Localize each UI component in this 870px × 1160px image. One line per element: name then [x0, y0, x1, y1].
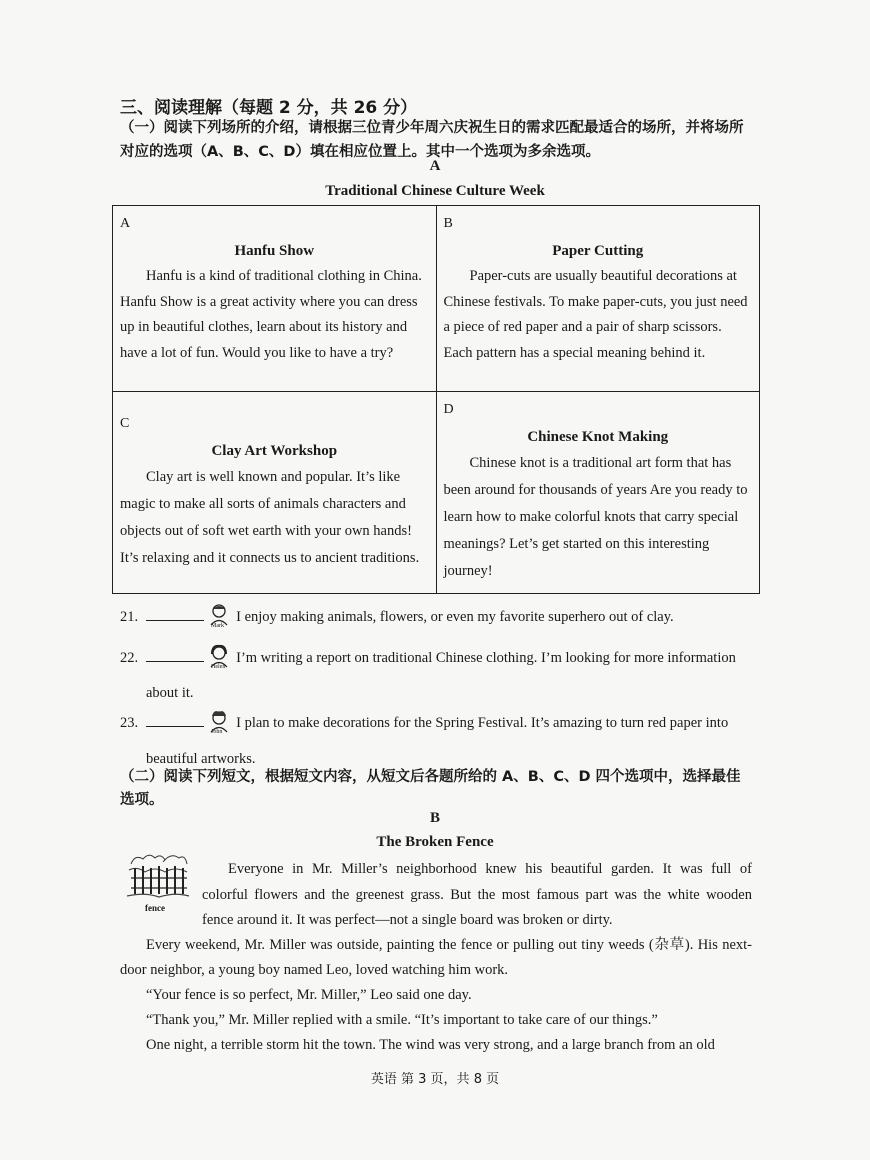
story-line: fence around it. It was perfect—not a single board was broken or dirty. — [202, 912, 613, 928]
question-23 — [120, 709, 760, 770]
answer-blank[interactable] — [146, 606, 204, 621]
cell-d — [436, 392, 760, 594]
part2-instruction-line1: （二）阅读下列短文，根据短文内容，从短文后各题所给的 A、B、C、D 四个选项中，选择最佳 — [120, 769, 741, 785]
page-footer: 英语 第 3 页，共 8 页 — [370, 1072, 500, 1087]
story-line: Everyone in Mr. Miller’s neighborhood knew his beautiful garden. It was full of — [228, 861, 752, 877]
cell-title: Hanfu Show — [234, 243, 315, 259]
story-paragraph: Every weekend, Mr. Miller was outside, painting the fence or pulling out tiny weeds (杂草). His next-door neighbor, a young boy named Leo, loved watching him work. — [120, 937, 752, 978]
passage-b-title: The Broken Fence — [376, 834, 494, 850]
question-text: I’m writing a report on traditional Chinese clothing. I’m looking for more information — [236, 650, 736, 666]
story-paragraph: “Thank you,” Mr. Miller replied with a smile. “It’s important to take care of our things.” — [146, 1012, 658, 1028]
cell-body: Paper-cuts are usually beautiful decorations at Chinese festivals. To make paper-cuts, you just need a piece of red paper and a pair of sharp scissors. Each pattern has a special meaning behind it. — [443, 268, 748, 361]
passage-b-letter: B — [429, 810, 440, 826]
cell-b — [436, 206, 760, 392]
part1-instruction-line1: （一）阅读下列场所的介绍，请根据三位青少年周六庆祝生日的需求匹配最适合的场所，并将场所 — [120, 120, 744, 136]
question-text: I enjoy making animals, flowers, or even my favorite superhero out of clay. — [236, 609, 674, 625]
question-number: 23. — [120, 715, 139, 731]
part2-instruction-line2: 选项。 — [120, 792, 164, 808]
cell-title: Clay Art Workshop — [211, 443, 338, 459]
answer-blank[interactable] — [146, 647, 204, 662]
cell-letter: B — [443, 216, 453, 231]
part1-instruction-line2: 对应的选项（A、B、C、D）填在相应位置上。其中一个选项为多余选项。 — [120, 144, 600, 160]
question-number: 21. — [120, 609, 139, 625]
question-22 — [120, 644, 760, 704]
section-heading: 三、阅读理解（每题 2 分，共 26 分） — [120, 98, 418, 118]
cell-a — [113, 206, 437, 392]
cell-body: Hanfu is a kind of traditional clothing in China. Hanfu Show is a great activity where you can dress up in beautiful clothes, learn about its history and have a lot of fun. Would you like to have a try? — [120, 268, 422, 361]
cell-c — [113, 392, 437, 594]
cell-letter: A — [120, 216, 131, 231]
story-intro — [202, 857, 752, 934]
student-name: Helen — [211, 664, 226, 670]
answer-blank[interactable] — [146, 712, 204, 727]
student-name: Mark — [211, 623, 224, 629]
student-name: John — [211, 729, 223, 735]
passage-a-letter: A — [429, 158, 441, 174]
cell-title: Chinese Knot Making — [527, 429, 669, 445]
question-text: I plan to make decorations for the Spring Festival. It’s amazing to turn red paper into — [236, 715, 729, 731]
question-number: 22. — [120, 650, 139, 666]
cell-title: Paper Cutting — [552, 243, 644, 259]
passage-a-title: Traditional Chinese Culture Week — [325, 183, 545, 199]
question-text-continued: about it. — [146, 685, 194, 701]
culture-week-table — [112, 205, 760, 594]
cell-body: Clay art is well known and popular. It’s like magic to make all sorts of animals characters and objects out of soft wet earth with your own hands! It’s relaxing and it connects us to ancient traditions. — [120, 469, 420, 566]
question-text-continued: beautiful artworks. — [146, 751, 256, 767]
cell-body: Chinese knot is a traditional art form that has been around for thousands of years Are you ready to learn how to make colorful knots that carry special meanings? Let’s get started on this interesting journey! — [443, 455, 748, 579]
story-paragraph: One night, a terrible storm hit the town. The wind was very strong, and a large branch from an old — [146, 1037, 715, 1053]
story-paragraph: “Your fence is so perfect, Mr. Miller,” Leo said one day. — [146, 987, 472, 1003]
fence-illustration-icon — [125, 850, 191, 900]
cell-letter: C — [120, 416, 130, 431]
story-line: colorful flowers and the greenest grass. But the most famous part was the white wooden — [202, 886, 752, 903]
cell-letter: D — [443, 402, 454, 417]
image-caption: fence — [145, 903, 165, 913]
question-21 — [120, 603, 760, 629]
